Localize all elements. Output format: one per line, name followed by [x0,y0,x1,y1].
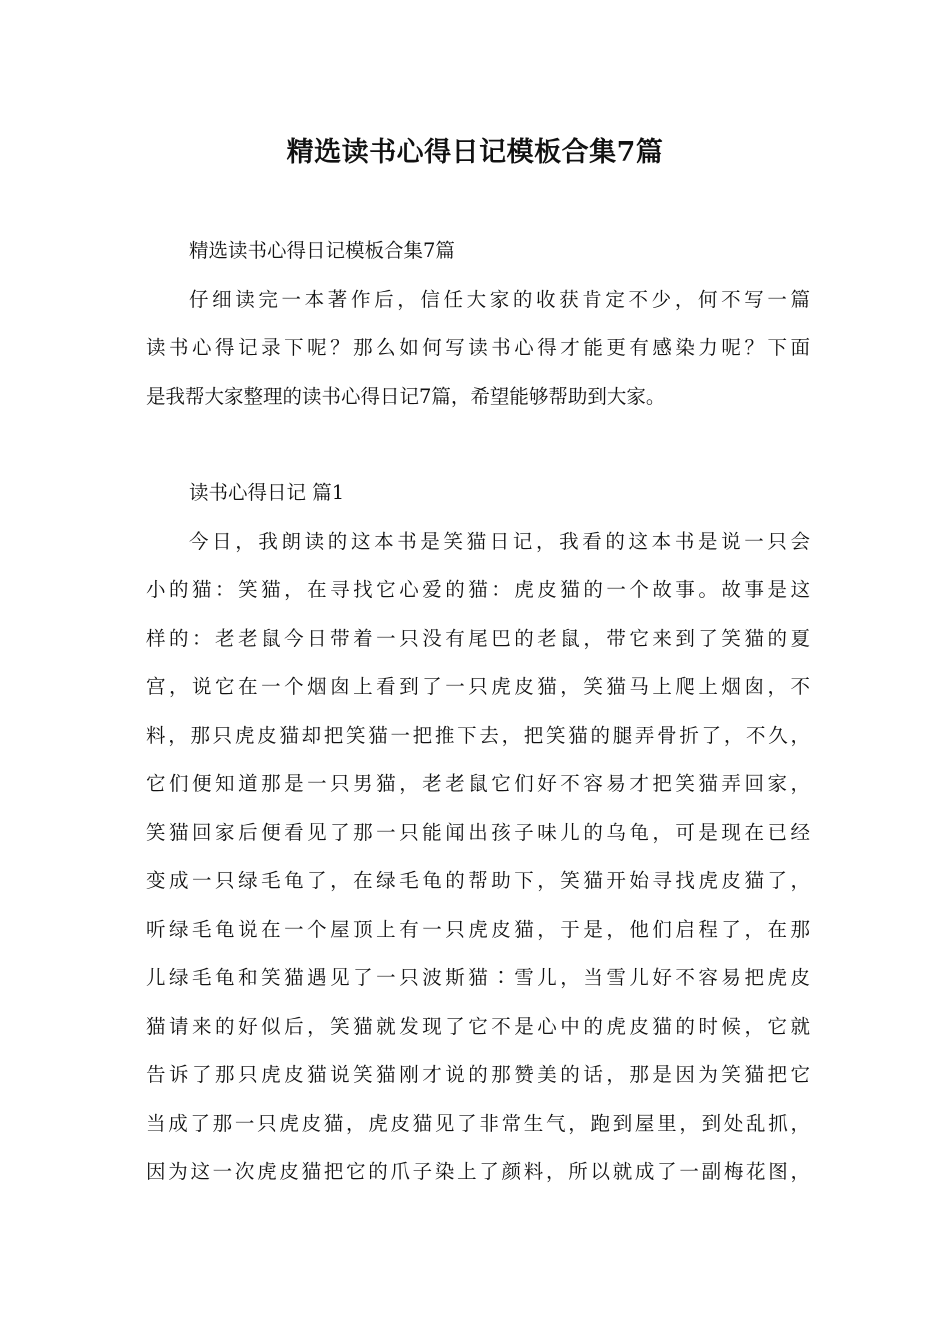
paragraph-line: 料，那只虎皮猫却把笑猫一把推下去，把笑猫的腿弄骨折了，不久， [146,723,810,747]
body-paragraph [146,524,810,1203]
paragraph-line: 宫，说它在一个烟囱上看到了一只虎皮猫，笑猫马上爬上烟囱，不 [146,675,810,698]
paragraph-line: 变成一只绿毛龟了，在绿毛龟的帮助下，笑猫开始寻找虎皮猫了， [146,869,810,892]
paragraph-line: 听绿毛龟说在一个屋顶上有一只虎皮猫，于是，他们启程了，在那 [146,917,810,941]
document-content [146,233,810,1203]
paragraph-line: 因为这一次虎皮猫把它的爪子染上了颜料，所以就成了一副梅花图， [146,1160,810,1183]
paragraph-line: 读书心得记录下呢？那么如何写读书心得才能更有感染力呢？下面 [146,336,810,359]
paragraph-line: 告诉了那只虎皮猫说笑猫刚才说的那赞美的话，那是因为笑猫把它 [146,1063,810,1086]
intro-paragraph [146,282,810,428]
paragraph-line: 今日，我朗读的这本书是笑猫日记，我看的这本书是说一只会 [189,529,810,553]
paragraph-spacer [146,427,810,475]
paragraph-line: 猫请来的好似后，笑猫就发现了它不是心中的虎皮猫的时候，它就 [146,1014,810,1038]
paragraph-line: 仔细读完一本著作后，信任大家的收获肯定不少，何不写一篇 [189,287,810,311]
paragraph-line: 当成了那一只虎皮猫，虎皮猫见了非常生气，跑到屋里，到处乱抓， [146,1111,810,1135]
paragraph-line: 样的：老老鼠今日带着一只没有尾巴的老鼠，带它来到了笑猫的夏 [146,626,810,650]
paragraph-line: 它们便知道那是一只男猫，老老鼠它们好不容易才把笑猫弄回家， [146,772,810,795]
paragraph-line: 笑猫回家后便看见了那一只能闻出孩子味儿的乌龟，可是现在已经 [146,820,810,844]
paragraph-line: 是我帮大家整理的读书心得日记7篇，希望能够帮助到大家。 [146,384,666,408]
paragraph-line: 小的猫：笑猫，在寻找它心爱的猫：虎皮猫的一个故事。故事是这 [146,578,810,601]
document-title: 精选读书心得日记模板合集7篇 [286,137,664,168]
document-subtitle: 精选读书心得日记模板合集7篇 [189,239,455,262]
section-heading: 读书心得日记 篇1 [189,481,345,504]
paragraph-line: 儿绿毛龟和笑猫遇见了一只波斯猫∶雪儿，当雪儿好不容易把虎皮 [146,966,810,989]
